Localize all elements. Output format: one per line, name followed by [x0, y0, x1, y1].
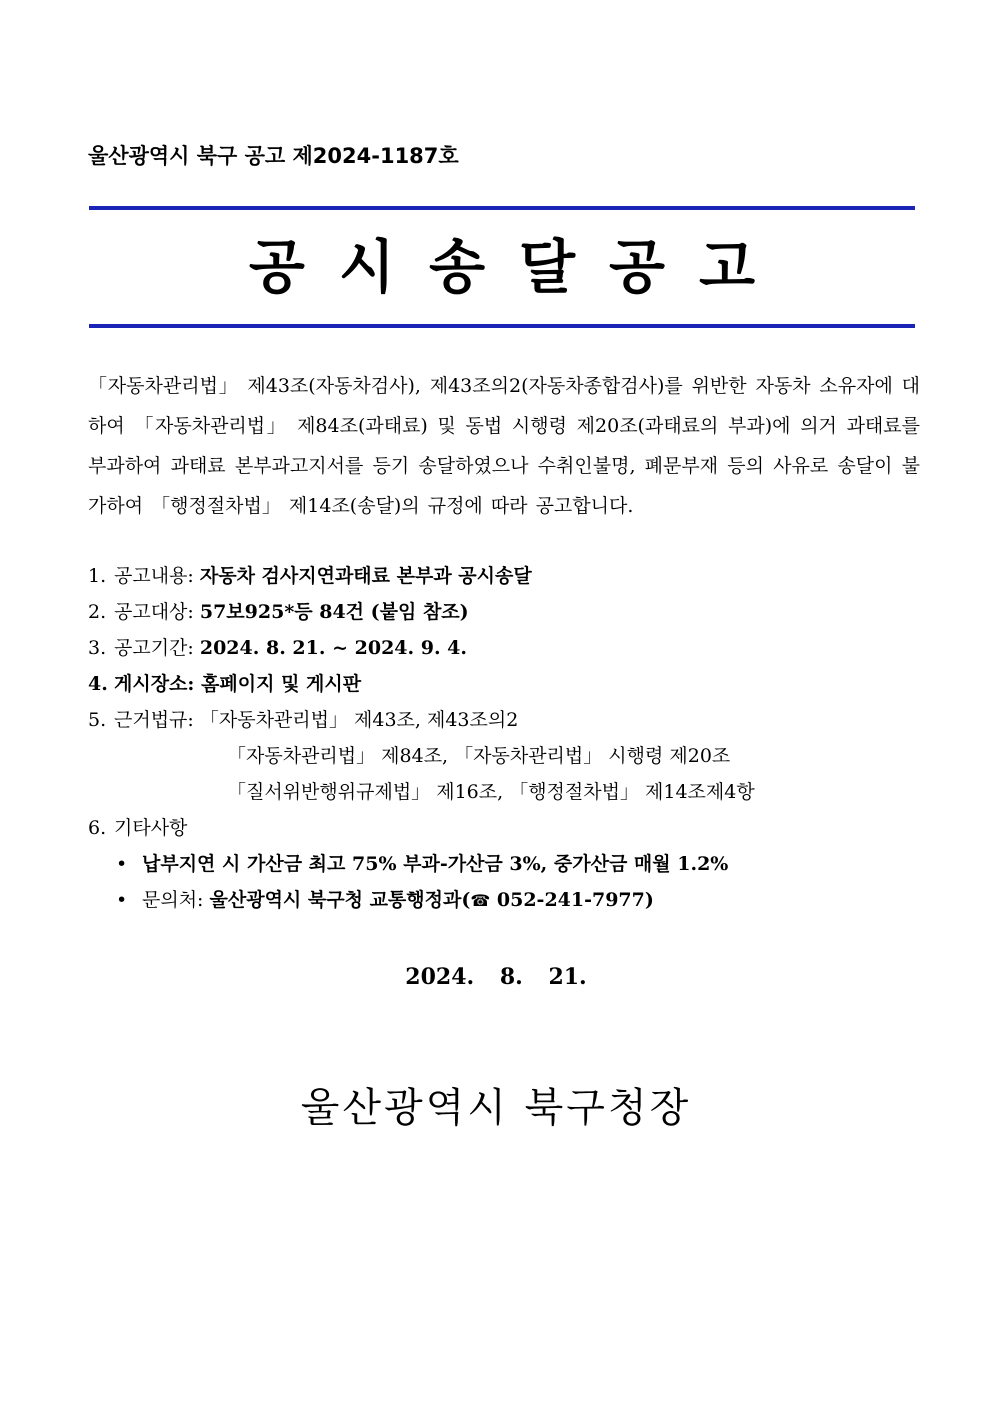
phone-icon: ☎ — [470, 891, 491, 910]
item-legal-basis: 5. 근거법규: 「자동차관리법」 제43조, 제43조의2 — [88, 709, 519, 731]
item-label: 공고대상: — [114, 601, 200, 623]
item-value: 「자동차관리법」 제43조, 제43조의2 — [199, 709, 519, 731]
item-value: 홈페이지 및 게시판 — [201, 673, 362, 695]
bullet-penalty — [88, 846, 928, 882]
law-line: 「질서위반행위규제법」 제16조, 「행정절차법」 제14조제4항 — [227, 781, 755, 803]
notice-number: 울산광역시 북구 공고 제2024-1187호 — [88, 144, 459, 168]
page-title: 공시송달공고 — [248, 233, 790, 301]
top-rule — [89, 206, 915, 210]
item-period: 3. 공고기간: 2024. 8. 21. ~ 2024. 9. 4. — [88, 637, 468, 659]
notice-body: 「자동차관리법」 제43조(자동차검사), 제43조의2(자동차종합검사)를 위반한 자동차 소유자에 대하여 「자동차관리법」 제84조(과태료) 및 동법 시행령 제20조(과태료의 부과)에 의거 과태료를 부과하여 과태료 본부과고지서를 등기 송달하였으나 수취인불명, 폐문부재 등의 사유로 송달이 불가하여 「행정절차법」 제14조(송달)의 규정에 따라 공고합니다. — [88, 375, 920, 517]
contact-office: 울산광역시 북구청 교통행정과( — [209, 889, 471, 911]
bullet-contact — [88, 882, 928, 918]
bullet-icon: • — [116, 853, 128, 875]
item-label: 근거법규: — [114, 709, 200, 731]
issuer-name: 울산광역시 북구청장 — [300, 1085, 692, 1131]
item-value: 2024. 8. 21. ~ 2024. 9. 4. — [199, 637, 468, 659]
item-value: 자동차 검사지연과태료 본부과 공시송달 — [199, 565, 532, 587]
item-label: 게시장소: — [114, 673, 202, 695]
bottom-rule — [89, 324, 915, 328]
notice-date: 2024. 8. 21. — [405, 964, 587, 990]
contact-phone: 052-241-7977) — [490, 889, 654, 911]
law-line: 「자동차관리법」 제84조, 「자동차관리법」 시행령 제20조 — [227, 745, 731, 767]
item-content: 1. 공고내용: 자동차 검사지연과태료 본부과 공시송달 — [88, 565, 532, 587]
item-value: 57보925*등 84건 (붙임 참조) — [199, 601, 469, 623]
item-label: 공고내용: — [114, 565, 200, 587]
notice-items — [88, 558, 928, 918]
bullet-icon: • — [116, 889, 128, 911]
item-location: 4. 게시장소: 홈페이지 및 게시판 — [88, 673, 362, 695]
item-target: 2. 공고대상: 57보925*등 84건 (붙임 참조) — [88, 601, 469, 623]
bullet-text: 납부지연 시 가산금 최고 75% 부과-가산금 3%, 중가산금 매월 1.2% — [142, 853, 729, 875]
contact-label: 문의처: — [142, 889, 210, 911]
item-label: 공고기간: — [114, 637, 200, 659]
item-other: 6. 기타사항 — [88, 817, 188, 839]
item-label: 기타사항 — [114, 817, 188, 839]
